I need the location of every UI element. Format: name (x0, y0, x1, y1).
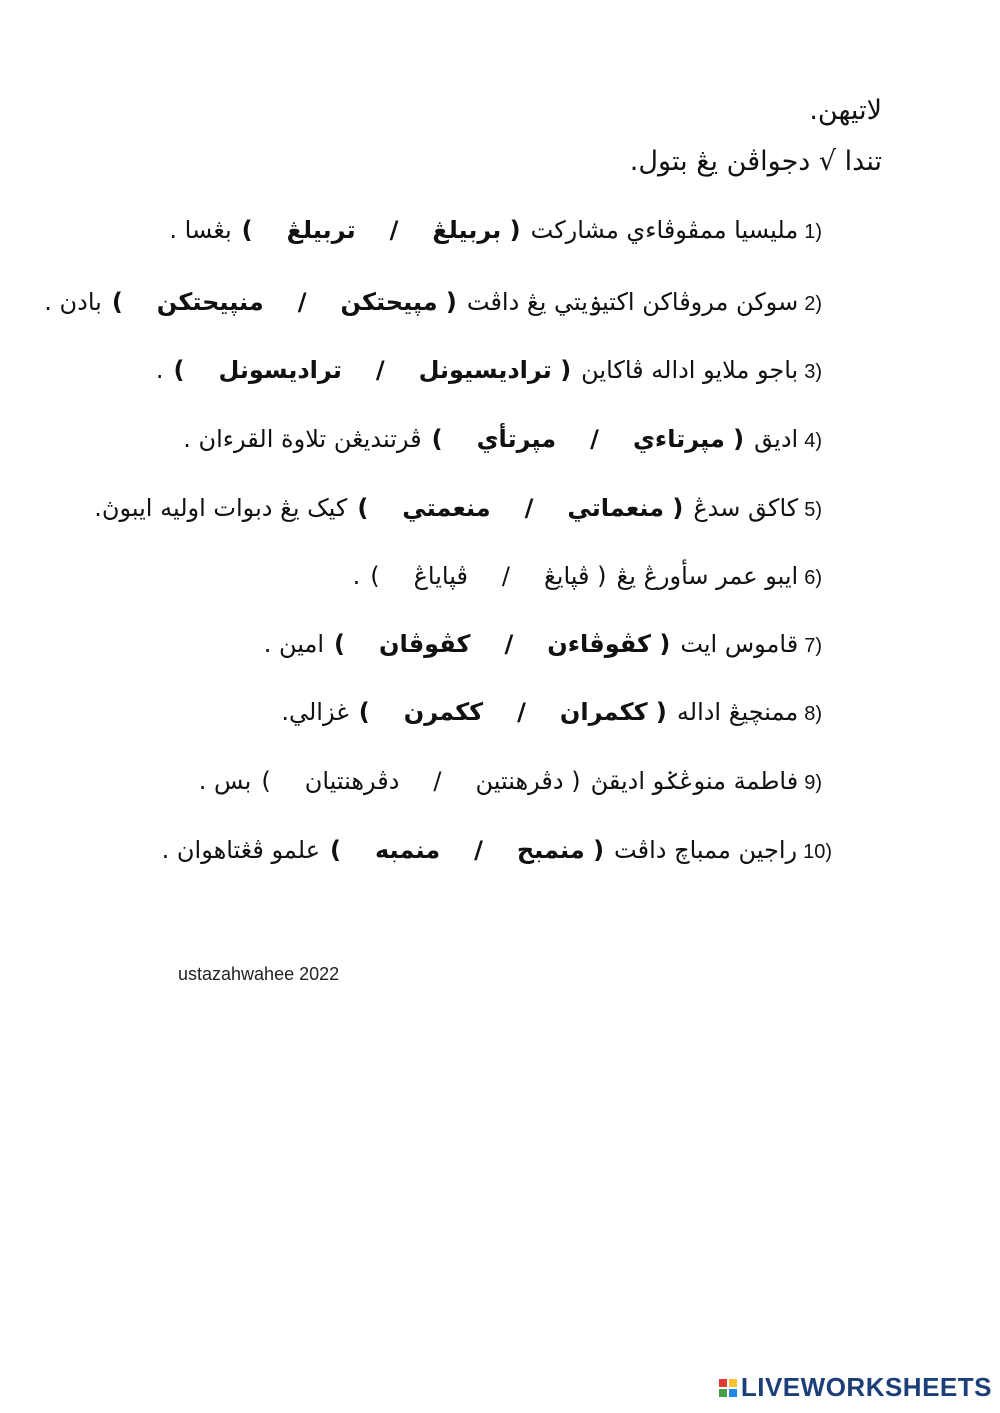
answer-choices: ( منعماتي/منعمتي) (357, 494, 684, 522)
question-number: 10) (803, 841, 832, 863)
answer-option-1[interactable]: بربيلڠ (432, 216, 502, 244)
answer-option-2[interactable]: مپرتأي (476, 425, 557, 453)
answer-option-1[interactable]: دڤرهنتين (475, 767, 564, 795)
question-number: 7) (804, 635, 822, 657)
answer-option-2[interactable]: ككمرن (403, 698, 484, 726)
question-number: 6) (804, 567, 822, 589)
answer-option-2[interactable]: منپيحتكن (156, 288, 264, 316)
answer-choices: ( مپرتاءي/مپرتأي) (431, 425, 745, 453)
answer-option-1[interactable]: منعماتي (567, 494, 665, 522)
question-text-before: مليسيا ممڤوڤاءي مشاركت (530, 216, 799, 244)
author-note: ustazahwahee 2022 (178, 964, 340, 984)
question-text-after: غزالي. (281, 698, 349, 726)
question-text-before: ممنچيڠ اداله (676, 698, 799, 726)
logo-square-blue (729, 1389, 737, 1397)
answer-choices: ( مپيحتكن/منپيحتكن) (111, 288, 457, 316)
brand-name: LIVEWORKSHEETS (740, 1372, 992, 1402)
question-number: 2) (804, 293, 822, 315)
question-9 (199, 767, 822, 795)
question-8 (281, 698, 822, 726)
answer-option-1[interactable]: مپرتاءي (632, 425, 725, 453)
question-6 (353, 562, 822, 590)
question-10 (162, 836, 832, 864)
answer-option-2[interactable]: ڤپاياڠ (413, 562, 468, 590)
question-text-before: سوكن مروڤاكن اكتيۏيتي يڠ داڤت (466, 288, 799, 316)
question-text-before: كاكق سدڠ (693, 494, 799, 522)
answer-option-2[interactable]: منعمتي (402, 494, 491, 522)
question-text-after: بس . (198, 767, 252, 795)
answer-option-2[interactable]: تراديسونل (218, 356, 342, 384)
answer-choices: ( منمبح/منمبه) (330, 836, 605, 864)
question-text-after: بڠسا . (169, 216, 232, 244)
answer-option-1[interactable]: ككمران (559, 698, 648, 726)
question-text-before: راجين ممباچ داڤت (614, 836, 798, 864)
answer-option-2[interactable]: دڤرهنتيان (304, 767, 400, 795)
logo-icon (719, 1379, 737, 1397)
question-2 (44, 288, 822, 316)
question-7 (264, 630, 822, 658)
question-number: 3) (804, 361, 822, 383)
question-text-before: باجو ملايو اداله ڤاكاين (581, 356, 799, 384)
answer-option-2[interactable]: كڤوڤان (378, 630, 471, 658)
answer-choices: ( ككمران/ككمرن) (358, 698, 667, 726)
question-text-after: ڤرتنديڠن تلاوة القرءان . (183, 425, 422, 453)
worksheet-title: لاتيهن. (809, 95, 882, 126)
logo-square-red (719, 1379, 727, 1387)
question-text-after: . (155, 356, 164, 384)
answer-choices: ( ڤپايڠ/ڤپاياڠ) (370, 562, 607, 590)
question-number: 5) (804, 499, 822, 521)
question-text-after: كيک يڠ دبوات اوليه ايبوڽ. (94, 494, 348, 522)
logo-square-green (719, 1389, 727, 1397)
answer-option-2[interactable]: منمبه (375, 836, 441, 864)
question-text-after: بادن . (44, 288, 102, 316)
answer-option-1[interactable]: منمبح (516, 836, 585, 864)
answer-choices: ( بربيلڠ/تربيلڠ) (241, 216, 521, 244)
answer-choices: ( تراديسيونل/تراديسونل) (173, 356, 572, 384)
question-text-after: امين . (263, 630, 324, 658)
question-text-before: اديق (754, 425, 799, 453)
question-number: 9) (804, 772, 822, 794)
question-number: 4) (804, 430, 822, 452)
question-1 (169, 216, 822, 244)
answer-option-1[interactable]: تراديسيونل (418, 356, 552, 384)
question-4 (183, 425, 822, 453)
answer-choices: ( كڤوڤاءن/كڤوڤان) (333, 630, 671, 658)
liveworksheets-logo[interactable] (719, 1372, 992, 1403)
question-text-before: قاموس ايت (680, 630, 799, 658)
answer-option-2[interactable]: تربيلڠ (286, 216, 356, 244)
question-number: 8) (804, 703, 822, 725)
question-3 (156, 356, 822, 384)
question-text-before: ايبو عمر سأورڠ يڠ (616, 562, 799, 590)
logo-square-yellow (729, 1379, 737, 1387)
answer-option-1[interactable]: ڤپايڠ (544, 562, 590, 590)
worksheet-instruction: تندا √ دجواڤن يڠ بتول. (629, 146, 882, 177)
answer-option-1[interactable]: كڤوڤاءن (547, 630, 651, 658)
answer-option-1[interactable]: مپيحتكن (340, 288, 438, 316)
question-text-after: علمو ڤڠتاهوان . (161, 836, 321, 864)
question-number: 1) (804, 221, 822, 243)
question-text-after: . (352, 562, 361, 590)
answer-choices: ( دڤرهنتين/دڤرهنتيان) (261, 767, 581, 795)
question-5 (94, 494, 822, 522)
question-text-before: فاطمة منوڠݢو اديقڽ (590, 767, 799, 795)
